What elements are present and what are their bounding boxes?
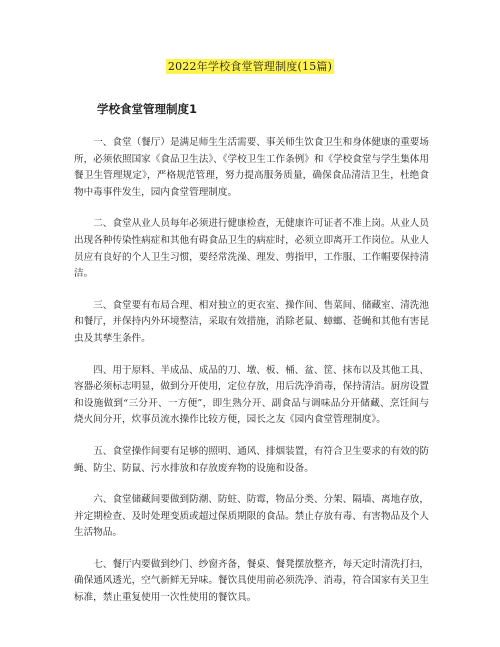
- paragraph-6: 六、食堂储藏间要做到防潮、防蛀、防霉，物品分类、分架、隔墙、离地存放，并定期检查、及时处理变质或超过保质期限的食品。禁止存放有毒、有害物品及个人生活物品。: [74, 494, 429, 539]
- paragraph-7: 七、餐厅内要做到纱门、纱窗齐备，餐桌、餐凳摆放整齐，每天定时清洗打扫，确保通风透光，空气新鲜无异味。餐饮具使用前必须洗净、消毒，符合国家有关卫生标准，禁止重复使用一次性使用的餐饮具。: [74, 558, 429, 604]
- paragraph-3: 三、食堂要有布局合理、相对独立的更衣室、操作间、售菜间、储藏室、清洗池和餐厅，并保持内外环境整洁，采取有效措施，消除老鼠、蟑螂、苍蝇和其他有害昆虫及其孳生条件。: [74, 299, 429, 344]
- section-heading: 学校食堂管理制度1: [97, 102, 198, 116]
- paragraph-1: 一、食堂（餐厅）是满足师生生活需要、事关师生饮食卫生和身体健康的重要场所，必须依照国家《食品卫生法》、《学校卫生工作条例》和《学校食堂与学生集体用餐卫生管理规定》，严格规范管理，努力提高服务质量，确保食品清洁卫生，杜绝食物中毒事件发生，园内食堂管理制度。: [74, 137, 429, 198]
- document-title: [0, 59, 500, 75]
- paragraph-4: 四、用于原料、半成品、成品的刀、墩、板、桶、盆、筐、抹布以及其他工具、容器必须标志明显，做到分开使用，定位存放，用后洗净消毒，保持清洁。厨房设置和设施做到“三分开、一方便”，即生熟分开、副食品与调味品分开储藏、烹饪间与烧火间分开，炊事员流水操作比较方便，园长之友《园内食堂管理制度》。: [74, 364, 429, 426]
- paragraph-5: 五、食堂操作间要有足够的照明、通风、排烟装置，有符合卫生要求的有效的防蝇、防尘、防鼠、污水排放和存放废弃物的设施和设备。: [74, 445, 429, 474]
- paragraph-2: 二、食堂从业人员每年必须进行健康检查，无健康许可证者不准上岗。从业人员出现各种传染性病症和其他有碍食品卫生的病症时，必须立即离开工作岗位。从业人员应有良好的个人卫生习惯，要经常洗澡、理发、剪指甲，工作服、工作帽要保持清洁。: [74, 218, 429, 280]
- document-body: [74, 135, 429, 622]
- document-title-highlight: 2022年学校食堂管理制度(15篇): [167, 60, 333, 73]
